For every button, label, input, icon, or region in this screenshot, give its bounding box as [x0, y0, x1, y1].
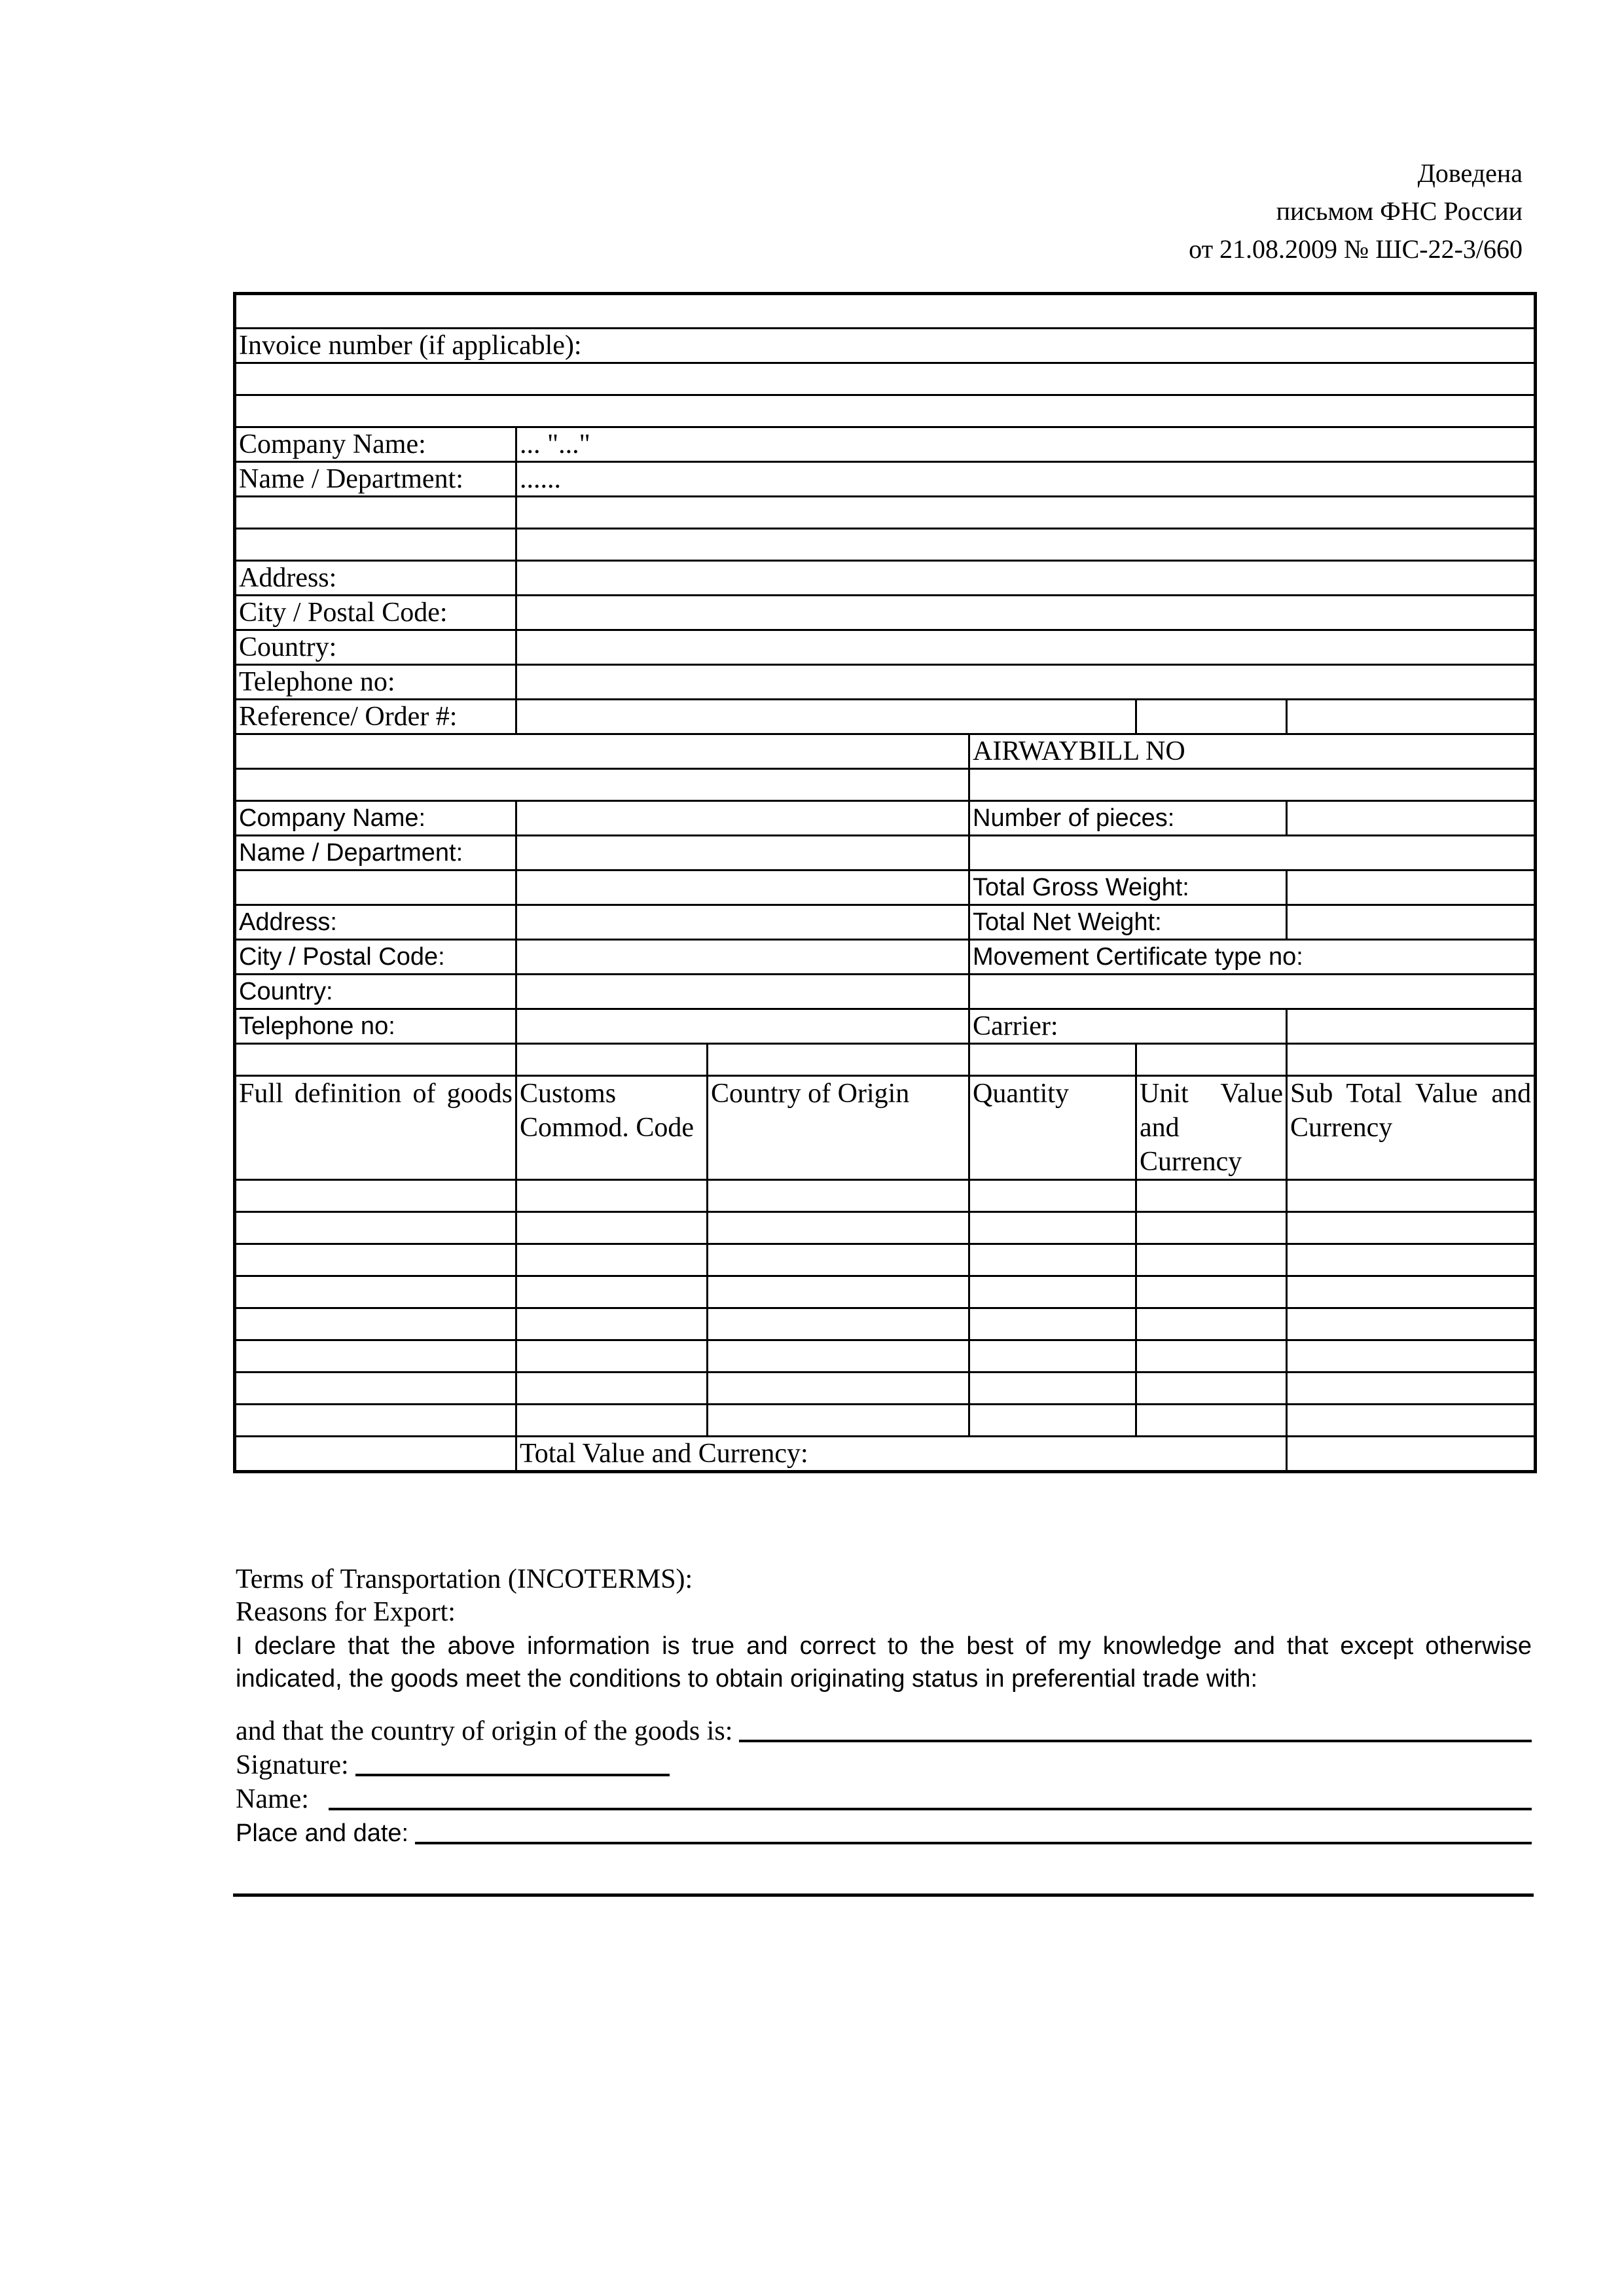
origin-row	[236, 1713, 1532, 1748]
goods-cell[interactable]	[969, 1372, 1136, 1405]
net-weight-label: Total Net Weight:	[969, 905, 1287, 940]
receiver-address-field[interactable]	[516, 905, 969, 940]
goods-cell[interactable]	[235, 1405, 516, 1437]
sender-company-row	[235, 427, 1536, 462]
blank-cell[interactable]	[235, 1044, 516, 1076]
goods-header-definition: Full definition of goods	[235, 1076, 516, 1180]
goods-cell[interactable]	[235, 1180, 516, 1212]
goods-cell[interactable]	[516, 1372, 708, 1405]
total-row	[235, 1437, 1536, 1472]
sender-city-label: City / Postal Code:	[235, 596, 516, 630]
approval-note-line-2: письмом ФНС России	[1276, 196, 1523, 226]
blank-cell	[235, 870, 516, 905]
name-input-line[interactable]	[329, 1808, 1532, 1810]
goods-cell[interactable]	[708, 1308, 969, 1340]
goods-row	[235, 1276, 1536, 1308]
goods-header-quantity: Quantity	[969, 1076, 1136, 1180]
net-weight-field[interactable]	[1287, 905, 1536, 940]
receiver-department-label: Name / Department:	[235, 836, 516, 870]
declaration-section	[236, 1563, 1532, 1850]
receiver-company-row	[235, 801, 1536, 836]
blank-row	[235, 1044, 1536, 1076]
sender-address-label: Address:	[235, 561, 516, 596]
place-date-label: Place and date:	[236, 1820, 409, 1847]
blank-cell[interactable]	[235, 363, 1536, 395]
blank-cell[interactable]	[1287, 1044, 1536, 1076]
incoterms-label[interactable]: Terms of Transportation (INCOTERMS):	[236, 1564, 693, 1594]
receiver-telephone-field[interactable]	[516, 1009, 969, 1044]
place-date-input-line[interactable]	[415, 1842, 1532, 1844]
approval-note-line-3: от 21.08.2009 № ШС-22-3/660	[1189, 234, 1523, 264]
sender-reference-extra-field[interactable]	[1136, 700, 1287, 734]
receiver-address-label: Address:	[235, 905, 516, 940]
goods-cell[interactable]	[1136, 1308, 1287, 1340]
sender-department-field[interactable]: ......	[516, 462, 1536, 497]
goods-cell[interactable]	[1287, 1340, 1536, 1372]
goods-cell[interactable]	[1287, 1372, 1536, 1405]
name-label: Name:	[236, 1784, 309, 1814]
sender-country-label: Country:	[235, 630, 516, 665]
sender-city-field[interactable]	[516, 596, 1536, 630]
origin-label: and that the country of origin of the goods is:	[236, 1716, 733, 1746]
goods-row	[235, 1212, 1536, 1244]
origin-input-line[interactable]	[739, 1740, 1532, 1742]
invoice-number-row	[235, 329, 1536, 363]
goods-cell[interactable]	[516, 1244, 708, 1276]
receiver-department-row	[235, 836, 1536, 870]
goods-cell[interactable]	[1136, 1212, 1287, 1244]
receiver-address-row	[235, 905, 1536, 940]
approval-note	[1189, 154, 1523, 268]
goods-cell[interactable]	[1136, 1180, 1287, 1212]
goods-cell[interactable]	[516, 1308, 708, 1340]
goods-row	[235, 1308, 1536, 1340]
goods-cell[interactable]	[235, 1212, 516, 1244]
goods-cell[interactable]	[1287, 1180, 1536, 1212]
place-date-row	[236, 1816, 1532, 1850]
airwaybill-label[interactable]: AIRWAYBILL NO	[969, 734, 1536, 769]
blank-row	[235, 294, 1536, 329]
blank-cell[interactable]	[235, 395, 1536, 427]
reasons-label[interactable]: Reasons for Export:	[236, 1597, 456, 1627]
approval-note-line-1: Доведена	[1417, 158, 1523, 188]
sender-department-row	[235, 462, 1536, 497]
sender-telephone-field[interactable]	[516, 665, 1536, 700]
gross-weight-label: Total Gross Weight:	[969, 870, 1287, 905]
receiver-country-field[interactable]	[516, 975, 969, 1009]
sender-telephone-label: Telephone no:	[235, 665, 516, 700]
sender-city-row	[235, 596, 1536, 630]
goods-cell[interactable]	[235, 1340, 516, 1372]
goods-cell[interactable]	[516, 1405, 708, 1437]
receiver-country-row	[235, 975, 1536, 1009]
goods-cell[interactable]	[708, 1276, 969, 1308]
sender-country-row	[235, 630, 1536, 665]
goods-cell[interactable]	[969, 1405, 1136, 1437]
goods-cell[interactable]	[235, 1308, 516, 1340]
blank-field[interactable]	[516, 870, 969, 905]
blank-row	[235, 769, 1536, 801]
pieces-label: Number of pieces:	[969, 801, 1287, 836]
receiver-country-label: Country:	[235, 975, 516, 1009]
blank-field[interactable]	[235, 734, 969, 769]
invoice-number-label[interactable]: Invoice number (if applicable):	[235, 329, 1536, 363]
goods-cell[interactable]	[969, 1244, 1136, 1276]
receiver-city-label: City / Postal Code:	[235, 940, 516, 975]
goods-cell[interactable]	[969, 1340, 1136, 1372]
blank-cell[interactable]	[969, 1044, 1136, 1076]
blank-cell[interactable]	[1136, 1044, 1287, 1076]
invoice-form-table	[233, 292, 1537, 1473]
movement-certificate-label[interactable]: Movement Certificate type no:	[969, 940, 1536, 975]
goods-cell[interactable]	[969, 1308, 1136, 1340]
sender-company-label: Company Name:	[235, 427, 516, 462]
blank-cell	[235, 529, 516, 561]
goods-cell[interactable]	[1136, 1244, 1287, 1276]
goods-cell[interactable]	[1287, 1308, 1536, 1340]
carrier-field[interactable]	[1287, 1009, 1536, 1044]
blank-field[interactable]	[969, 975, 1536, 1009]
blank-row	[235, 395, 1536, 427]
goods-cell[interactable]	[969, 1180, 1136, 1212]
airwaybill-row	[235, 734, 1536, 769]
gross-weight-row	[235, 870, 1536, 905]
gross-weight-field[interactable]	[1287, 870, 1536, 905]
sender-blank-row	[235, 529, 1536, 561]
pieces-field[interactable]	[1287, 801, 1536, 836]
goods-row	[235, 1340, 1536, 1372]
goods-cell[interactable]	[516, 1180, 708, 1212]
goods-cell[interactable]	[708, 1244, 969, 1276]
blank-row	[235, 363, 1536, 395]
name-row	[236, 1782, 1532, 1816]
receiver-city-field[interactable]	[516, 940, 969, 975]
receiver-company-label: Company Name:	[235, 801, 516, 836]
declaration-statement: I declare that the above information is true and correct to the best of my knowledge and that except otherwise indicated, the goods meet the conditions to obtain originating status in preferential trade with:	[236, 1632, 1532, 1693]
signature-label: Signature:	[236, 1750, 349, 1780]
total-value-label: Total Value and Currency:	[516, 1437, 1287, 1472]
goods-cell[interactable]	[708, 1180, 969, 1212]
goods-cell[interactable]	[1287, 1244, 1536, 1276]
blank-field[interactable]	[235, 769, 969, 801]
blank-field[interactable]	[516, 529, 1536, 561]
receiver-department-field[interactable]	[516, 836, 969, 870]
goods-header-commodity-code: Customs Commod. Code	[516, 1076, 708, 1180]
goods-cell[interactable]	[235, 1276, 516, 1308]
sender-reference-row	[235, 700, 1536, 734]
blank-cell[interactable]	[708, 1044, 969, 1076]
goods-header-unit-value: Unit Value and Currency	[1136, 1076, 1287, 1180]
goods-cell[interactable]	[1136, 1405, 1287, 1437]
blank-cell[interactable]	[516, 1044, 708, 1076]
goods-cell[interactable]	[516, 1276, 708, 1308]
goods-cell[interactable]	[1287, 1276, 1536, 1308]
goods-cell[interactable]	[235, 1372, 516, 1405]
goods-cell[interactable]	[1136, 1276, 1287, 1308]
goods-row	[235, 1244, 1536, 1276]
receiver-city-row	[235, 940, 1536, 975]
goods-cell[interactable]	[708, 1340, 969, 1372]
receiver-company-field[interactable]	[516, 801, 969, 836]
goods-row	[235, 1372, 1536, 1405]
goods-cell[interactable]	[1287, 1212, 1536, 1244]
goods-cell[interactable]	[708, 1212, 969, 1244]
goods-cell[interactable]	[969, 1212, 1136, 1244]
signature-input-line[interactable]	[355, 1774, 670, 1776]
sender-reference-field[interactable]	[516, 700, 1136, 734]
goods-cell[interactable]	[708, 1405, 969, 1437]
goods-cell[interactable]	[516, 1212, 708, 1244]
sender-blank-row	[235, 497, 1536, 529]
sender-address-field[interactable]	[516, 561, 1536, 596]
goods-header-origin: Country of Origin	[708, 1076, 969, 1180]
goods-row	[235, 1180, 1536, 1212]
sender-company-field[interactable]: ... "..."	[516, 427, 1536, 462]
goods-cell[interactable]	[1287, 1405, 1536, 1437]
goods-header-row	[235, 1076, 1536, 1180]
sender-country-field[interactable]	[516, 630, 1536, 665]
blank-cell	[235, 1437, 516, 1472]
blank-cell	[235, 497, 516, 529]
sender-department-label: Name / Department:	[235, 462, 516, 497]
bottom-divider	[233, 1893, 1534, 1897]
goods-row	[235, 1405, 1536, 1437]
carrier-label: Carrier:	[969, 1009, 1287, 1044]
receiver-telephone-label: Telephone no:	[235, 1009, 516, 1044]
blank-field[interactable]	[969, 769, 1536, 801]
goods-cell[interactable]	[235, 1244, 516, 1276]
blank-cell[interactable]	[235, 294, 1536, 329]
goods-cell[interactable]	[969, 1276, 1136, 1308]
sender-address-row	[235, 561, 1536, 596]
blank-field[interactable]	[516, 497, 1536, 529]
goods-cell[interactable]	[708, 1372, 969, 1405]
signature-row	[236, 1748, 1532, 1782]
total-value-field[interactable]	[1287, 1437, 1536, 1472]
receiver-telephone-row	[235, 1009, 1536, 1044]
goods-cell[interactable]	[1136, 1372, 1287, 1405]
blank-field[interactable]	[969, 836, 1536, 870]
sender-telephone-row	[235, 665, 1536, 700]
sender-reference-extra-field[interactable]	[1287, 700, 1536, 734]
goods-cell[interactable]	[1136, 1340, 1287, 1372]
goods-header-subtotal: Sub Total Value and Currency	[1287, 1076, 1536, 1180]
goods-cell[interactable]	[516, 1340, 708, 1372]
sender-reference-label: Reference/ Order #:	[235, 700, 516, 734]
